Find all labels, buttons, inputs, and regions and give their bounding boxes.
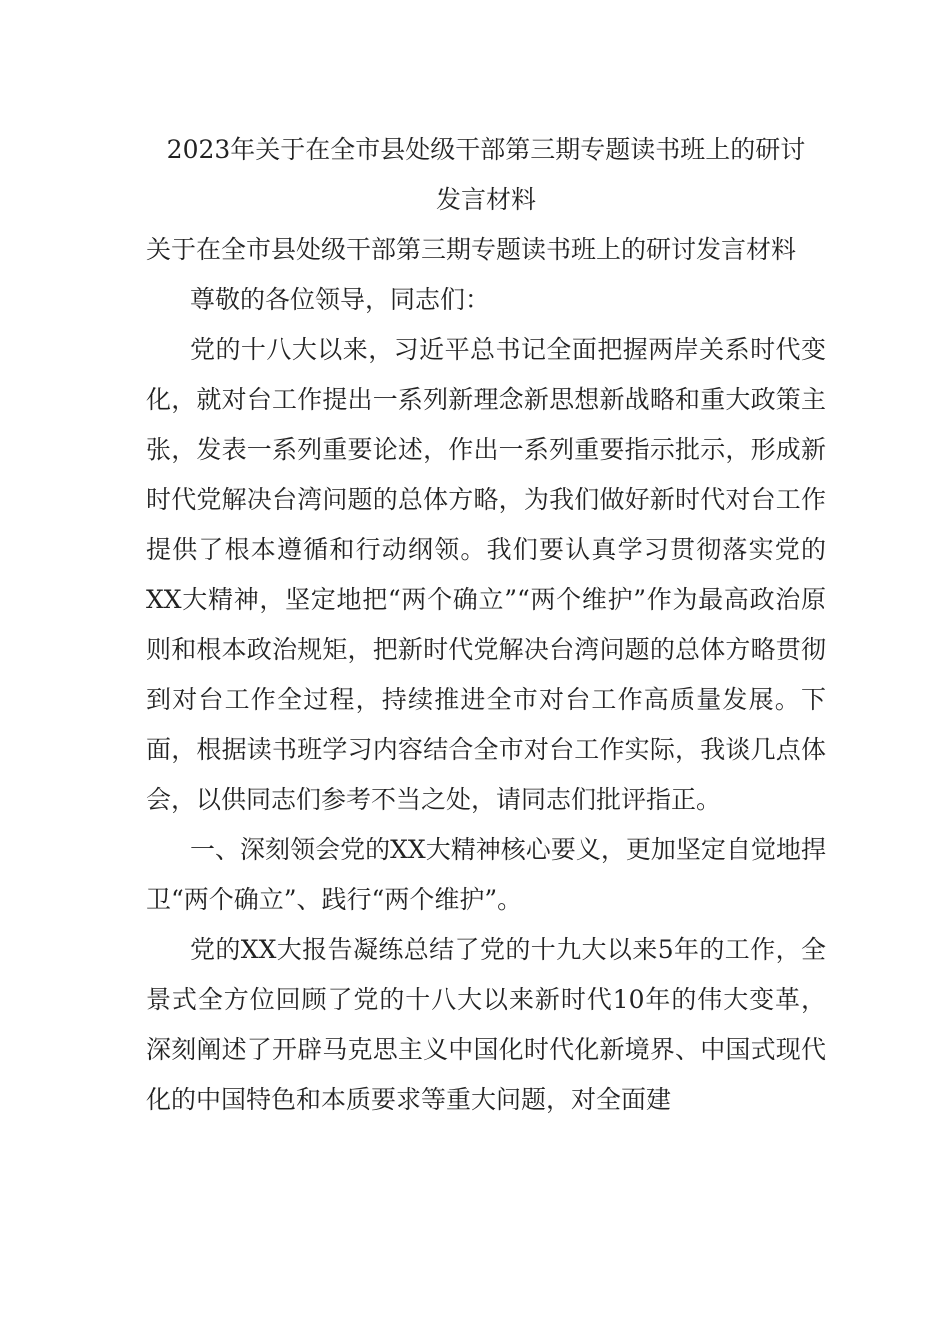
document-subtitle: 关于在全市县处级干部第三期专题读书班上的研讨发言材料 xyxy=(146,235,797,264)
intro-paragraph: 党的十八大以来，习近平总书记全面把握两岸关系时代变化，就对台工作提出一系列新理念新思想新战略和重大政策主张，发表一系列重要论述，作出一系列重要指示批示，形成新时代党解决台湾问题的总体方略，为我们做好新时代对台工作提供了根本遵循和行动纲领。我们要认真学习贯彻落实党的XX大精神，坚定地把“两个确立”“两个维护”作为最高政治原则和根本政治规矩，把新时代党解决台湾问题的总体方略贯彻到对台工作全过程，持续推进全市对台工作高质量发展。下面，根据读书班学习内容结合全市对台工作实际，我谈几点体会，以供同志们参考不当之处，请同志们批评指正。 xyxy=(146,335,826,814)
body-paragraph: 党的XX大报告凝练总结了党的十九大以来5年的工作，全景式全方位回顾了党的十八大以来新时代10年的伟大变革，深刻阐述了开辟马克思主义中国化时代化新境界、中国式现代化的中国特色和本质要求等重大问题，对全面建 xyxy=(146,935,826,1114)
salutation-paragraph: 尊敬的各位领导，同志们： xyxy=(190,285,491,314)
document-title xyxy=(146,125,826,225)
title-line-2: 发言材料 xyxy=(435,185,536,214)
section-heading-1: 一、深刻领会党的XX大精神核心要义，更加坚定自觉地捍卫“两个确立”、践行“两个维护”。 xyxy=(146,835,826,914)
document-body xyxy=(146,125,826,1125)
title-line-1: 2023年关于在全市县处级干部第三期专题读书班上的研讨 xyxy=(166,135,806,164)
